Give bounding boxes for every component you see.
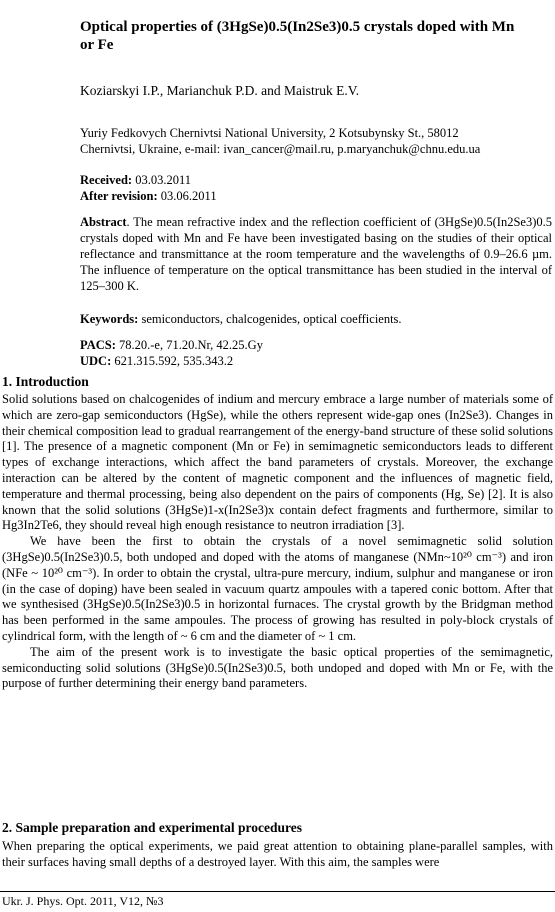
section-2-paragraph-1: When preparing the optical experiments, we paid great attention to obtaining plane-parallel samples, with their surfaces having small depths of a destroyed layer. With this aim, the samples were — [2, 839, 553, 869]
abstract-label: Abstract — [80, 215, 127, 229]
journal-footer: Ukr. J. Phys. Opt. 2011, V12, №3 — [2, 894, 164, 908]
section-2-body — [2, 839, 553, 871]
section-1-heading: 1. Introduction — [2, 374, 89, 389]
udc-label: UDC: — [80, 354, 112, 368]
revision-date: 03.06.2011 — [160, 189, 217, 203]
classification — [80, 337, 263, 369]
section-1-paragraph-1: Solid solutions based on chalcogenides of indium and mercury embrace a large number of materials some of which are zero-gap semiconductors (HgSe), while the others represent wide-gap ones (In2Se3). Changes in their chemical composition lead to gradual rearrangement of the energy-band structure of these solid solutions [1]. The presence of a magnetic component (Mn or Fe) in semimagnetic semiconductors leads to different types of exchange interactions, which affect the band parameters of crystals. Moreover, the exchange interaction can be altered by the content of magnetic component and the influences of magnetic field, temperature and thermal processing, being also dependent on the pairs of components (Hg, Se) [2]. It is also known that the solid solutions (3HgSe)1-x(In2Se3)x contain defect fragments and furthermore, similar to Hg3In2Te6, they should reveal high enough resistance to neutron irradiation [3]. — [2, 392, 553, 533]
affiliation-line-2: Chernivtsi, Ukraine, e-mail: ivan_cancer@mail.ru, p.maryanchuk@chnu.edu.ua — [80, 142, 481, 156]
section-2-heading: 2. Sample preparation and experimental procedures — [2, 820, 302, 835]
revision-line — [80, 188, 217, 204]
udc-text: 621.315.592, 535.343.2 — [111, 354, 234, 368]
affiliation-line-1: Yuriy Fedkovych Chernivtsi National University, 2 Kotsubynsky St., 58012 — [80, 126, 459, 140]
pacs-label: PACS: — [80, 338, 116, 352]
revision-label: After revision: — [80, 189, 158, 203]
section-1-paragraph-2: We have been the first to obtain the crystals of a novel semimagnetic solid solution (3HgSe)0.5(In2Se3)0.5, both undoped and doped with the atoms of manganese (NMn~10²⁰ cm⁻³) and iron (NFe ~ 10²⁰ cm⁻³). In order to obtain the crystal, ultra-pure mercury, indium, sulphur and manganese or iron (in the case of doping) have been sealed in vacuum quartz ampoules with a tapered conic bottom. After that we synthesised (3HgSe)0.5(In2Se3)0.5 in horizontal furnaces. The crystal growth by the Bridgman method has been performed in the same ampoules. The process of growing has resulted in poly-block crystals of cylindrical form, with the length of ~ 6 cm and the diameter of ~ 1 cm. — [2, 534, 553, 643]
keywords-text: semiconductors, chalcogenides, optical coefficients. — [138, 312, 402, 326]
dates — [80, 172, 217, 204]
paper-title: Optical properties of (3HgSe)0.5(In2Se3)0.5 crystals doped with Mn or Fe — [80, 19, 515, 53]
pacs-line — [80, 337, 263, 353]
keywords — [80, 312, 552, 327]
footer-rule — [0, 891, 555, 892]
affiliation — [80, 125, 540, 157]
pacs-text: 78.20.-e, 71.20.Nr, 42.25.Gy — [115, 338, 263, 352]
received-line — [80, 172, 217, 188]
abstract-text: . The mean refractive index and the reflection coefficient of (3HgSe)0.5(In2Se3)0.5 crystals doped with Mn and Fe have been investigated basing on the studies of their optical reflectance and transmittance at the room temperature and the wavelengths of 0.9–26.6 µm. The influence of temperature on the optical transmittance has been studied in the interval of 125–300 K. — [80, 215, 552, 293]
section-1-paragraph-3: The aim of the present work is to investigate the basic optical properties of the semimagnetic, semiconducting solid solutions (3HgSe)0.5(In2Se3)0.5, both undoped and doped with Mn or Fe, with the purpose of further determining their energy band parameters. — [2, 644, 553, 691]
abstract — [80, 214, 552, 294]
section-1-body — [2, 392, 553, 692]
authors: Koziarskyi I.P., Marianchuk P.D. and Maistruk E.V. — [80, 83, 360, 98]
received-date: 03.03.2011 — [135, 173, 191, 187]
udc-line — [80, 353, 263, 369]
received-label: Received: — [80, 173, 133, 187]
keywords-label: Keywords: — [80, 312, 139, 326]
